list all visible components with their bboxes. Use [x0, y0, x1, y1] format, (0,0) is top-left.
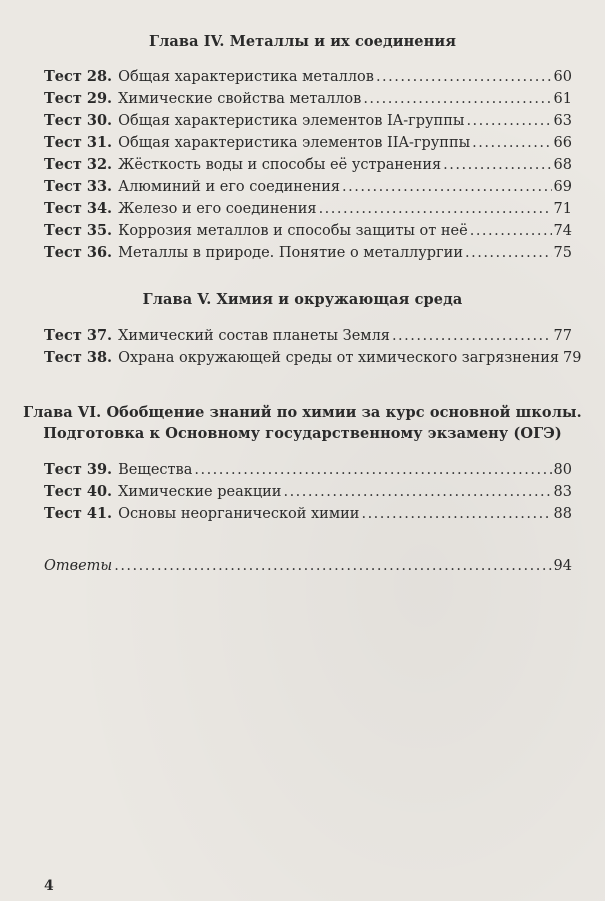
- test-title: Алюминий и его соединения: [118, 179, 341, 195]
- test-number: Тест 33.: [44, 178, 113, 195]
- test-title: Металлы в природе. Понятие о металлургии: [118, 245, 463, 261]
- leader-dots: [319, 199, 552, 220]
- leader-dots: [363, 89, 551, 110]
- leader-dots: [466, 111, 551, 132]
- test-number: Тест 38.: [44, 349, 113, 366]
- test-title: Общая характеристика элементов IIA-группы: [118, 135, 471, 151]
- toc-entry[interactable]: [44, 503, 572, 524]
- toc-entry[interactable]: [44, 132, 572, 153]
- test-title: Химические свойства металлов: [118, 91, 362, 107]
- toc-entry[interactable]: [44, 347, 582, 368]
- page-ref: 68: [553, 157, 572, 173]
- test-number: Тест 30.: [44, 112, 113, 129]
- page-ref: 71: [553, 201, 572, 217]
- toc-entry-answers[interactable]: [44, 556, 572, 577]
- leader-dots: [465, 243, 552, 264]
- test-number: Тест 36.: [44, 244, 113, 261]
- toc-entry[interactable]: [44, 198, 572, 219]
- test-number: Тест 34.: [44, 200, 113, 217]
- chapter-heading-line: Глава IV. Металлы и их соединения: [148, 33, 457, 50]
- test-number: Тест 32.: [44, 156, 113, 173]
- toc-entry[interactable]: [44, 220, 572, 241]
- leader-dots: [194, 460, 551, 481]
- test-number: Тест 28.: [44, 68, 113, 85]
- leader-dots: [443, 155, 551, 176]
- toc-entry[interactable]: [44, 481, 572, 502]
- chapter-heading-line: Глава V. Химия и окружающая среда: [142, 291, 463, 308]
- page-ref: 63: [553, 113, 572, 129]
- page-ref: 80: [553, 462, 572, 478]
- leader-dots: [472, 133, 551, 154]
- toc-entry[interactable]: [44, 459, 572, 480]
- page-ref: 75: [553, 245, 572, 261]
- leader-dots: [392, 326, 552, 347]
- test-number: Тест 37.: [44, 327, 113, 344]
- toc-entry[interactable]: [44, 110, 572, 131]
- test-title: Коррозия металлов и способы защиты от неё: [118, 223, 468, 239]
- page-ref: 79: [563, 350, 582, 366]
- chapter-heading: [0, 289, 605, 310]
- test-number: Тест 31.: [44, 134, 113, 151]
- test-number: Тест 29.: [44, 90, 113, 107]
- page-ref: 94: [553, 558, 572, 574]
- toc-entry[interactable]: [44, 176, 572, 197]
- chapter-heading: [0, 402, 605, 444]
- test-number: Тест 41.: [44, 505, 113, 522]
- page-ref: 69: [553, 179, 572, 195]
- test-title: Основы неорганической химии: [118, 506, 360, 522]
- test-title: Общая характеристика металлов: [118, 69, 374, 85]
- chapter-heading-line: Подготовка к Основному государственному экзамену (ОГЭ): [43, 425, 562, 442]
- test-number: Тест 35.: [44, 222, 113, 239]
- test-title: Железо и его соединения: [118, 201, 317, 217]
- leader-dots: [361, 504, 551, 525]
- leader-dots: [470, 221, 552, 242]
- page-number: 4: [44, 878, 54, 894]
- test-number: Тест 40.: [44, 483, 113, 500]
- page-ref: 83: [553, 484, 572, 500]
- test-title: Химический состав планеты Земля: [118, 328, 390, 344]
- page-ref: 60: [553, 69, 572, 85]
- test-title: Вещества: [118, 462, 193, 478]
- test-number: Тест 39.: [44, 461, 113, 478]
- chapter-heading: [0, 31, 605, 52]
- leader-dots: [114, 556, 551, 577]
- chapter-heading-line: Глава VI. Обобщение знаний по химии за курс основной школы.: [23, 404, 582, 421]
- test-title: Общая характеристика элементов IA-группы: [118, 113, 465, 129]
- toc-entry[interactable]: [44, 154, 572, 175]
- toc-entry[interactable]: [44, 66, 572, 87]
- page-ref: 77: [553, 328, 572, 344]
- leader-dots: [283, 482, 551, 503]
- toc-entry[interactable]: [44, 325, 572, 346]
- page-ref: 61: [553, 91, 572, 107]
- test-title: Химические реакции: [118, 484, 282, 500]
- toc-entry[interactable]: [44, 242, 572, 263]
- page-ref: 74: [553, 223, 572, 239]
- test-title: Жёсткость воды и способы её устранения: [118, 157, 442, 173]
- leader-dots: [376, 67, 552, 88]
- page-ref: 88: [553, 506, 572, 522]
- answers-title: Ответы: [44, 558, 113, 574]
- page-ref: 66: [553, 135, 572, 151]
- toc-entry[interactable]: [44, 88, 572, 109]
- leader-dots: [342, 177, 552, 198]
- test-title: Охрана окружающей среды от химического загрязнения: [118, 350, 559, 366]
